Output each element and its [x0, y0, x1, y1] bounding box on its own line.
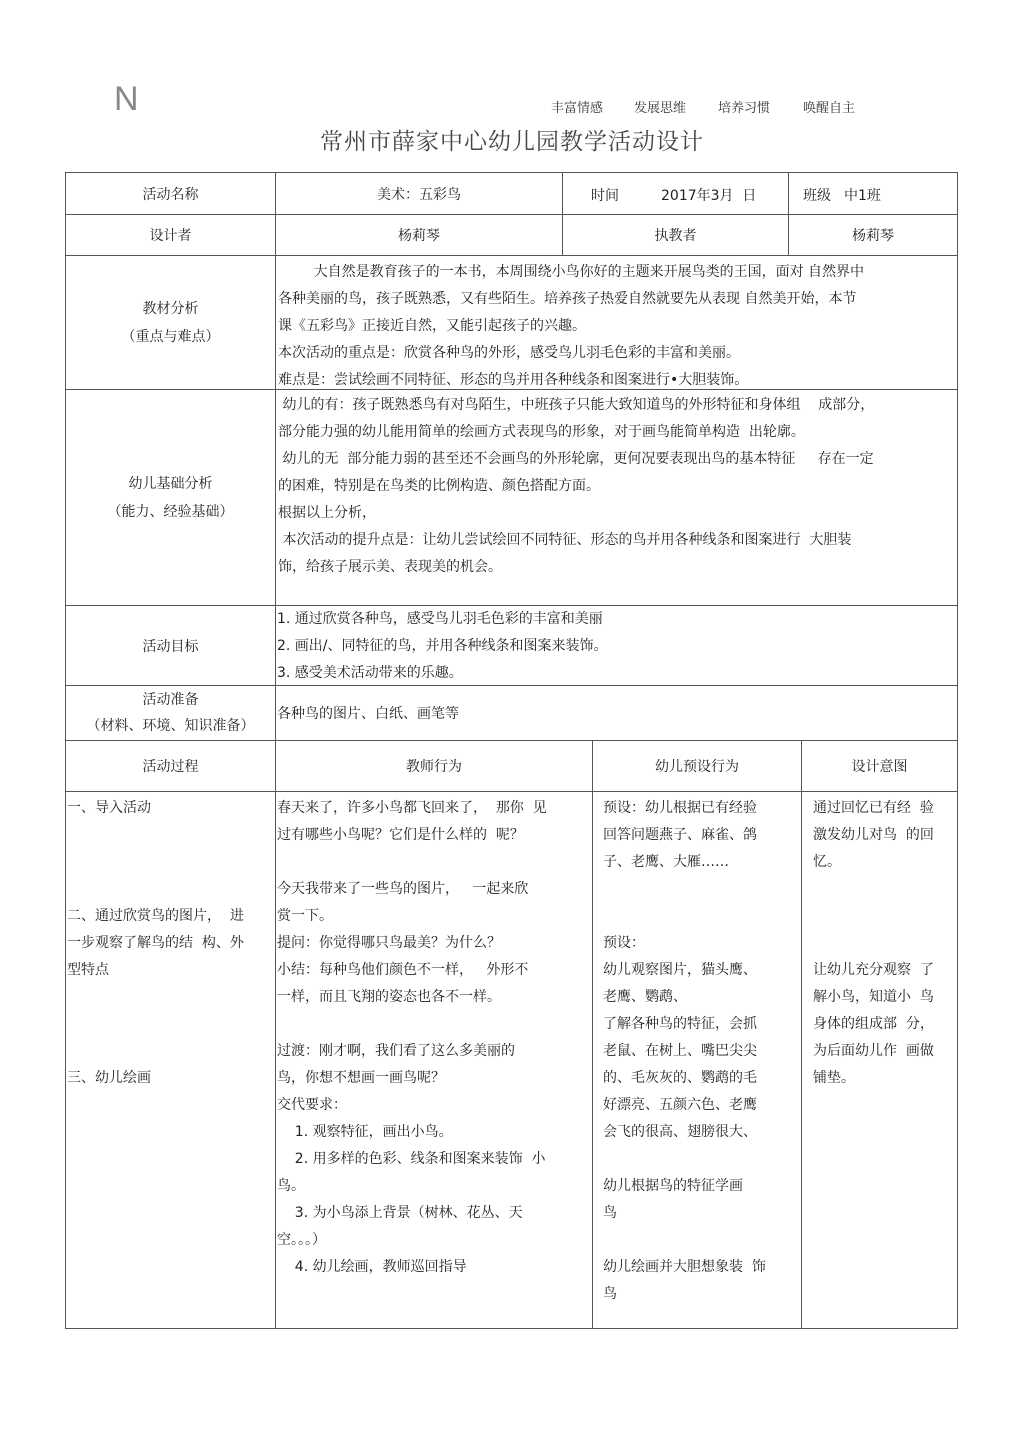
children-actions — [592, 791, 802, 1329]
intent-line: 为后面幼儿作 画做 — [813, 1043, 934, 1059]
teacher-line: 一样，而且飞翔的姿态也各不一样。 — [277, 989, 501, 1005]
children-line — [603, 903, 801, 930]
basis-line: 幼儿的无 部分能力弱的甚至还不会画鸟的外形轮廓，更何况要表现出鸟的基本特征 存在一定 — [278, 451, 874, 467]
teacher-line: 过有哪些小鸟呢？它们是什么样的 呢？ — [277, 827, 524, 843]
process-header-teacher: 教师行为 — [275, 740, 593, 792]
intent-line: 解小鸟，知道小 鸟 — [813, 989, 934, 1005]
motto-4: 唤醒自主 — [803, 101, 856, 116]
motto-2: 发展思维 — [634, 101, 687, 116]
stage-line — [67, 1038, 275, 1065]
stage-line — [67, 822, 275, 849]
teacher-line: 过渡：刚才啊，我们看了这么多美丽的 — [277, 1043, 515, 1059]
stage-line — [67, 984, 275, 1011]
design-intent — [801, 791, 958, 1329]
motto-1: 丰富情感 — [551, 101, 604, 116]
stage-line — [67, 876, 275, 903]
stage-line: 一步观察了解鸟的结 构、外 — [67, 935, 244, 951]
process-header-children: 幼儿预设行为 — [592, 740, 802, 792]
class-value: 中1班 — [844, 188, 881, 204]
analysis-text — [275, 255, 958, 390]
basis-line: 的困难，特别是在鸟类的比例构造、颜色搭配方面。 — [278, 478, 600, 494]
analysis-line: 本次活动的重点是：欣赏各种鸟的外形，感受鸟儿羽毛色彩的丰富和美丽。 — [278, 345, 740, 361]
teacher-line: 鸟，你想不想画一画鸟呢？ — [277, 1070, 445, 1086]
time-cell — [562, 172, 789, 215]
children-line: 鸟 — [603, 1286, 617, 1302]
intent-line: 忆。 — [813, 854, 841, 870]
prep-value: 各种鸟的图片、白纸、画笔等 — [275, 685, 958, 741]
children-line: 子、老鹰、大雁…… — [603, 854, 729, 870]
analysis-label: 教材分析 — [142, 300, 199, 317]
basis-line: 饰，给孩子展示美、表现美的机会。 — [278, 559, 502, 575]
teacher-line: 春天来了，许多小鸟都飞回来了， 那你 见 — [277, 800, 547, 816]
children-line: 好漂亮、五颜六色、老鹰 — [603, 1097, 757, 1113]
process-stages — [65, 791, 276, 1329]
activity-name-label: 活动名称 — [65, 172, 276, 215]
children-line: 预设： — [603, 935, 645, 951]
teacher-line: 4. 幼儿绘画，教师巡回指导 — [277, 1259, 467, 1275]
basis-label: 幼儿基础分析 — [128, 475, 213, 492]
teacher-line: 2. 用多样的色彩、线条和图案来装饰 小 — [277, 1151, 546, 1167]
basis-label-cell — [65, 389, 276, 606]
stage-line: 型特点 — [67, 962, 109, 978]
designer-label: 设计者 — [65, 214, 276, 256]
goal-item: 3. 感受美术活动带来的乐趣。 — [277, 665, 463, 681]
intent-line — [813, 876, 957, 903]
children-line: 的、毛灰灰的、鹦鹉的毛 — [603, 1070, 757, 1086]
analysis-line: 大自然是教育孩子的一本书，本周围绕小鸟你好的主题来开展鸟类的王国，面对 自然界中 — [278, 264, 865, 280]
stage-line: 三、幼儿绘画 — [67, 1070, 151, 1086]
analysis-sublabel: （重点与难点） — [121, 328, 220, 345]
children-line — [603, 1227, 801, 1254]
intent-line: 激发幼儿对鸟 的回 — [813, 827, 934, 843]
corner-mark: N — [114, 80, 139, 118]
goal-item: 1. 通过欣赏各种鸟，感受鸟儿羽毛色彩的丰富和美丽 — [277, 611, 603, 627]
intent-line: 让幼儿充分观察 了 — [813, 962, 934, 978]
goal-item: 2. 画出/、同特征的鸟，并用各种线条和图案来装饰。 — [277, 638, 608, 654]
basis-text — [275, 389, 958, 606]
basis-sublabel: （能力、经验基础） — [107, 503, 234, 520]
activity-name-value: 美术：五彩鸟 — [275, 172, 563, 215]
teacher-line: 空。。。） — [277, 1232, 326, 1248]
children-line: 老鼠、在树上、嘴巴尖尖 — [603, 1043, 757, 1059]
prep-label-cell — [65, 685, 276, 741]
prep-label: 活动准备 — [142, 692, 199, 708]
process-header-stage: 活动过程 — [65, 740, 276, 792]
children-line: 回答问题燕子、麻雀、鸽 — [603, 827, 757, 843]
children-line: 幼儿绘画并大胆想象装 饰 — [603, 1259, 766, 1275]
time-label: 时间 — [591, 188, 619, 204]
teacher-line: 3. 为小鸟添上背景（树林、花丛、天 — [277, 1205, 523, 1221]
teacher-line: 今天我带来了一些鸟的图片， 一起来欣 — [277, 881, 529, 897]
children-line: 会飞的很高、翅膀很大、 — [603, 1124, 757, 1140]
analysis-label-cell — [65, 255, 276, 390]
teacher-line: 交代要求： — [277, 1097, 347, 1113]
teacher-line: 鸟。 — [277, 1178, 305, 1194]
basis-line: 幼儿的有：孩子既熟悉鸟有对鸟陌生，中班孩子只能大致知道鸟的外形特征和身体组 成部分， — [278, 397, 875, 413]
teacher-line: 提问：你觉得哪只鸟最美？为什么？ — [277, 935, 501, 951]
teacher-line — [277, 1011, 592, 1038]
intent-line: 身体的组成部 分， — [813, 1016, 934, 1032]
teacher-line: 1. 观察特征，画出小鸟。 — [277, 1124, 453, 1140]
class-label: 班级 — [803, 188, 831, 204]
teacher-line — [277, 849, 592, 876]
intent-line — [813, 903, 957, 930]
children-line: 预设：幼儿根据已有经验 — [603, 800, 757, 816]
children-line: 老鹰、鹦鹉、 — [603, 989, 687, 1005]
intent-line — [813, 930, 957, 957]
process-header-intent: 设计意图 — [801, 740, 958, 792]
goals-list — [275, 605, 958, 686]
class-cell — [788, 172, 958, 215]
intent-line: 通过回忆已有经 验 — [813, 800, 934, 816]
children-line — [603, 876, 801, 903]
children-line: 幼儿观察图片，猫头鹰、 — [603, 962, 757, 978]
teacher-line: 小结：每种鸟他们颜色不一样， 外形不 — [277, 962, 529, 978]
stage-line — [67, 1011, 275, 1038]
basis-line: 部分能力强的幼儿能用简单的绘画方式表现鸟的形象，对于画鸟能简单构造 出轮廓。 — [278, 424, 805, 440]
analysis-line: 课《五彩鸟》正接近自然，又能引起孩子的兴趣。 — [278, 318, 586, 334]
teacher-value: 杨莉琴 — [788, 214, 958, 256]
children-line: 幼儿根据鸟的特征学画 — [603, 1178, 743, 1194]
stage-line — [67, 849, 275, 876]
motto-3: 培养习惯 — [718, 101, 771, 116]
basis-line: 根据以上分析， — [278, 505, 376, 521]
goals-label: 活动目标 — [65, 605, 276, 686]
time-value: 2017年3月 日 — [661, 188, 757, 204]
children-line: 鸟 — [603, 1205, 617, 1221]
basis-line: 本次活动的提升点是：让幼儿尝试绘回不同特征、形态的鸟并用各种线条和图案进行 大胆装 — [278, 532, 852, 548]
children-line — [603, 1146, 801, 1173]
children-line: 了解各种鸟的特征，会抓 — [603, 1016, 757, 1032]
intent-line: 铺垫。 — [813, 1070, 855, 1086]
stage-line: 二、通过欣赏鸟的图片， 进 — [67, 908, 244, 924]
teacher-label: 执教者 — [562, 214, 789, 256]
analysis-line: 难点是：尝试绘画不同特征、形态的鸟并用各种线条和图案进行•大胆装饰。 — [278, 372, 749, 388]
stage-line: 一、导入活动 — [67, 800, 151, 816]
analysis-line: 各种美丽的鸟，孩子既熟悉，又有些陌生。培养孩子热爱自然就要先从表现 自然美开始，本节 — [278, 291, 857, 307]
designer-value: 杨莉琴 — [275, 214, 563, 256]
page-title: 常州市薛家中心幼儿园教学活动设计 — [320, 129, 704, 155]
teacher-actions — [275, 791, 593, 1329]
prep-sublabel: （材料、环境、知识准备） — [86, 718, 255, 734]
teacher-line: 赏一下。 — [277, 908, 333, 924]
